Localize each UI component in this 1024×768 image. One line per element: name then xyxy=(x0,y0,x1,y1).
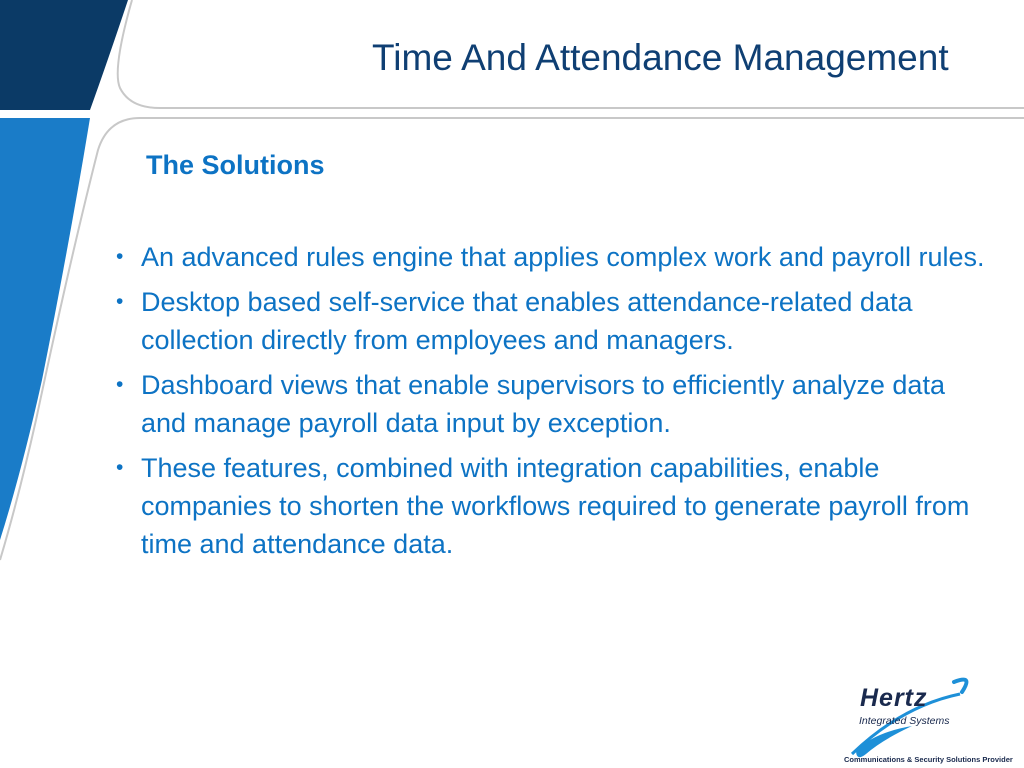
bullet-text: Desktop based self-service that enables attendance-related data collection directly from employees and managers. xyxy=(141,287,913,355)
bullet-marker: • xyxy=(116,245,124,268)
logo-subtitle: Integrated Systems xyxy=(859,715,950,727)
bullet-list xyxy=(116,238,996,570)
logo-tagline: Communications & Security Solutions Provider xyxy=(844,755,1013,764)
bullet-item-integration xyxy=(116,449,996,563)
bullet-marker: • xyxy=(116,456,124,479)
bullet-marker: • xyxy=(116,290,124,313)
section-heading: The Solutions xyxy=(146,150,325,180)
bullet-item-dashboard xyxy=(116,366,996,442)
blue-side-band xyxy=(0,118,90,540)
bullet-text: An advanced rules engine that applies complex work and payroll rules. xyxy=(141,242,985,272)
slide-title: Time And Attendance Management xyxy=(372,37,949,78)
navy-corner-shape xyxy=(0,0,128,110)
bullet-item-self-service xyxy=(116,283,996,359)
logo-name: Hertz xyxy=(860,684,928,712)
bullet-text: These features, combined with integration capabilities, enable companies to shorten the workflows required to generate payroll from time and attendance data. xyxy=(141,453,970,559)
bullet-item-rules-engine xyxy=(116,238,996,276)
hertz-logo xyxy=(842,676,1022,766)
bullet-text: Dashboard views that enable supervisors to efficiently analyze data and manage payroll data input by exception. xyxy=(141,370,945,438)
bullet-marker: • xyxy=(116,373,124,396)
